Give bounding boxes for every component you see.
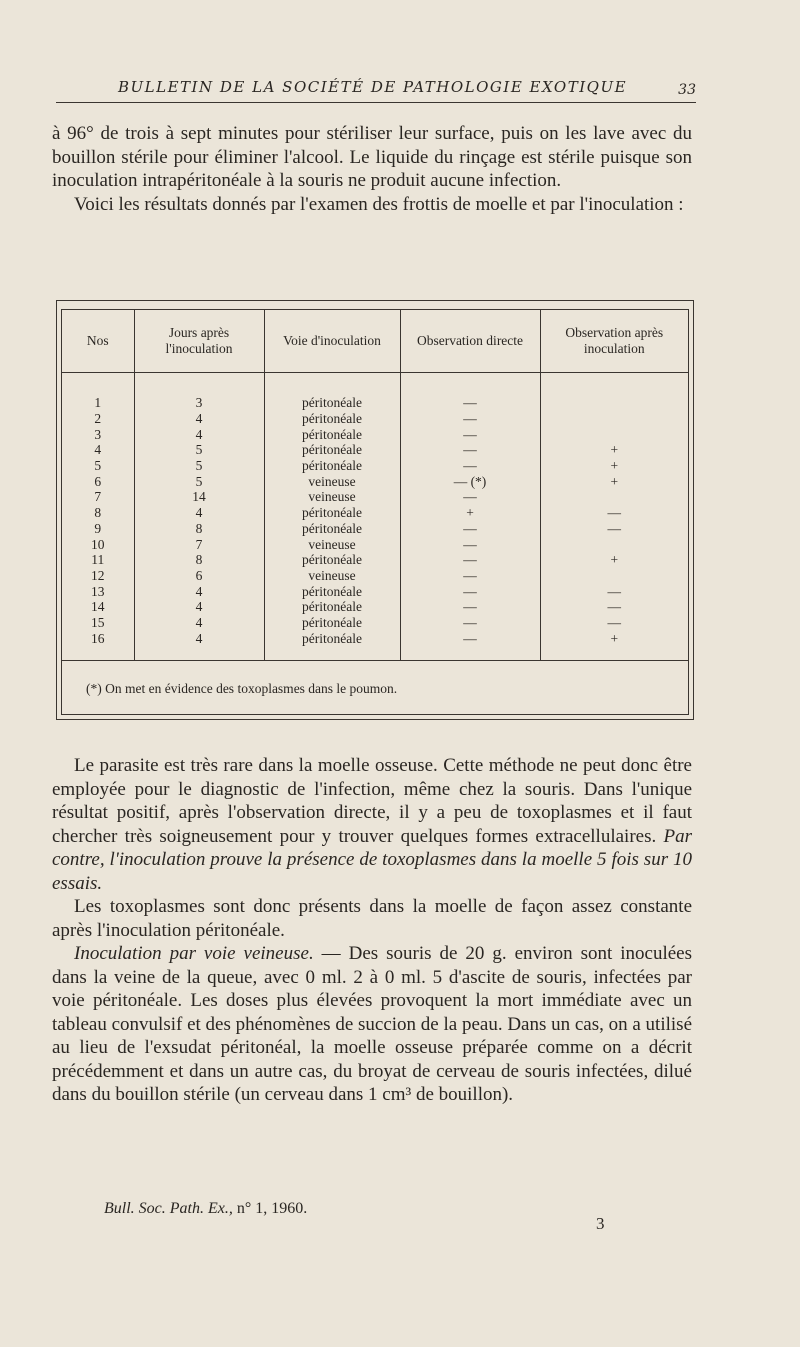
running-header [56, 78, 696, 103]
cell-num: 5 [62, 458, 134, 474]
table-row [62, 536, 688, 552]
cell-direct: — [400, 630, 540, 660]
cell-direct: — [400, 583, 540, 599]
table-row [62, 426, 688, 442]
cell-direct: — [400, 536, 540, 552]
cell-days: 8 [134, 521, 264, 537]
cell-after [540, 568, 688, 584]
cell-route: péritonéale [264, 599, 400, 615]
cell-after: — [607, 599, 621, 615]
cell-direct: — [400, 615, 540, 631]
cell-days: 4 [134, 426, 264, 442]
cell-after: + [610, 630, 619, 646]
cell-direct: — [400, 552, 540, 568]
cell-days: 4 [134, 630, 264, 660]
results-table-inner [61, 309, 689, 715]
cell-num: 16 [62, 630, 134, 660]
cell-days: 3 [134, 373, 264, 411]
table-row [62, 583, 688, 599]
cell-after: + [610, 552, 619, 568]
cell-route: péritonéale [264, 583, 400, 599]
results-table [62, 310, 688, 660]
cell-days: 8 [134, 552, 264, 568]
running-title: BULLETIN DE LA SOCIÉTÉ DE PATHOLOGIE EXOTIQUE [118, 78, 628, 96]
intro-paragraph-2: Voici les résultats donnés par l'examen des frottis de moelle et par l'inoculation : [74, 193, 684, 215]
cell-after [540, 536, 688, 552]
table-header-row [62, 310, 688, 373]
cell-num: 4 [62, 442, 134, 458]
body-text [52, 754, 692, 1107]
header-num: Nos [62, 310, 134, 373]
header-days: Jours après l'inoculation [134, 310, 264, 373]
table-footnote: (*) On met en évidence des toxoplasmes dans le poumon. [62, 660, 688, 714]
cell-route: péritonéale [264, 426, 400, 442]
cell-num: 12 [62, 568, 134, 584]
table-row [62, 473, 688, 489]
cell-days: 7 [134, 536, 264, 552]
header-direct: Observation directe [400, 310, 540, 373]
header-after: Observation après inoculation [540, 310, 688, 373]
cell-route: péritonéale [264, 411, 400, 427]
cell-route: péritonéale [264, 630, 400, 660]
cell-route: veineuse [264, 489, 400, 505]
header-route: Voie d'inoculation [264, 310, 400, 373]
cell-route: péritonéale [264, 615, 400, 631]
table-row [62, 568, 688, 584]
cell-num: 14 [62, 599, 134, 615]
table-row [62, 489, 688, 505]
cell-after: + [610, 442, 619, 458]
body-paragraph-4: Les toxoplasmes sont donc présents dans la moelle de façon assez constante après l'inoculation péritonéale. [52, 896, 692, 941]
cell-route: péritonéale [264, 458, 400, 474]
table-row [62, 615, 688, 631]
cell-direct: — [400, 373, 540, 411]
cell-direct: — [400, 442, 540, 458]
cell-days: 4 [134, 583, 264, 599]
body-paragraph-5 [52, 942, 692, 1107]
cell-days: 4 [134, 599, 264, 615]
cell-route: veineuse [264, 536, 400, 552]
citation [104, 1200, 307, 1218]
citation-issue: n° 1, 1960. [232, 1200, 308, 1217]
cell-num: 15 [62, 615, 134, 631]
p3-part-a: Le parasite est très rare dans la moelle osseuse. Cette méthode ne peut donc être employée pour le diagnostic de l'infection, même chez la souris. Dans l'unique résultat positif, après l'observation directe, il y a peu de toxoplasmes et il faut chercher très soigneusement pour y trouver quelques formes extracellulaires. [52, 755, 692, 847]
cell-num: 8 [62, 505, 134, 521]
table-body [62, 373, 688, 661]
cell-after: — [607, 614, 621, 630]
cell-after [540, 426, 688, 442]
cell-days: 5 [134, 442, 264, 458]
cell-num: 10 [62, 536, 134, 552]
cell-route: péritonéale [264, 505, 400, 521]
cell-direct: — [400, 521, 540, 537]
cell-after: + [610, 473, 619, 489]
signature-mark: 3 [596, 1214, 605, 1233]
body-paragraph-3 [52, 754, 692, 895]
cell-num: 9 [62, 521, 134, 537]
results-table-frame [56, 300, 694, 720]
cell-direct: — [400, 568, 540, 584]
table-row [62, 521, 688, 537]
cell-days: 5 [134, 473, 264, 489]
table-row [62, 552, 688, 568]
cell-after [540, 489, 688, 505]
cell-direct: + [400, 505, 540, 521]
cell-after: — [607, 520, 621, 536]
cell-num: 2 [62, 411, 134, 427]
cell-num: 6 [62, 473, 134, 489]
cell-after: — [607, 583, 621, 599]
intro-paragraph-1: à 96° de trois à sept minutes pour stériliser leur surface, puis on les lave avec du bouillon stérile pour éliminer l'alcool. Le liquide du rinçage est stérile puisque son inoculation intrapéritonéale à la souris ne produit aucune infection. [52, 123, 692, 191]
cell-after [540, 411, 688, 427]
table-row [62, 630, 688, 660]
intro-text [52, 122, 692, 216]
cell-days: 6 [134, 568, 264, 584]
cell-route: péritonéale [264, 521, 400, 537]
page-number: 33 [678, 82, 696, 98]
cell-direct: — [400, 458, 540, 474]
cell-days: 14 [134, 489, 264, 505]
cell-direct: — (*) [400, 473, 540, 489]
cell-direct: — [400, 426, 540, 442]
p3-part-b-italic: Par contre, l'inoculation prouve la présence de toxoplasmes dans la moelle 5 fois sur 10 essais. [52, 825, 693, 894]
cell-direct: — [400, 489, 540, 505]
cell-route: péritonéale [264, 373, 400, 411]
p5-text: — Des souris de 20 g. environ sont inoculées dans la veine de la queue, avec 0 ml. 2 à 0 ml. 5 d'ascite de souris, infectées par voie péritonéale. Les doses plus élevées provoquent la mort immédiate avec un tableau convulsif et des phénomènes de succion de la peau. Dans un cas, on a utilisé au lieu de l'exsudat péritonéal, la moelle osseuse préparée comme on a décrit précédemment et dans un autre cas, du broyat de cerveau de souris infectées, dilué dans du bouillon stérile (un cerveau dans 1 cm³ de bouillon). [52, 943, 692, 1105]
cell-after: — [607, 505, 621, 521]
cell-after [540, 373, 688, 411]
table-row [62, 442, 688, 458]
cell-days: 4 [134, 615, 264, 631]
cell-days: 5 [134, 458, 264, 474]
citation-journal: Bull. Soc. Path. Ex., [104, 1200, 233, 1217]
cell-num: 13 [62, 583, 134, 599]
cell-days: 4 [134, 411, 264, 427]
cell-direct: — [400, 411, 540, 427]
table-row [62, 599, 688, 615]
cell-days: 4 [134, 505, 264, 521]
cell-num: 1 [62, 373, 134, 411]
cell-num: 11 [62, 552, 134, 568]
table-row [62, 505, 688, 521]
table-row [62, 458, 688, 474]
cell-route: veineuse [264, 473, 400, 489]
cell-route: péritonéale [264, 442, 400, 458]
cell-direct: — [400, 599, 540, 615]
cell-route: veineuse [264, 568, 400, 584]
cell-after: + [610, 458, 619, 474]
p5-subheading: Inoculation par voie veineuse. [74, 943, 314, 964]
table-row [62, 373, 688, 411]
cell-num: 3 [62, 426, 134, 442]
cell-route: péritonéale [264, 552, 400, 568]
table-row [62, 411, 688, 427]
cell-num: 7 [62, 489, 134, 505]
